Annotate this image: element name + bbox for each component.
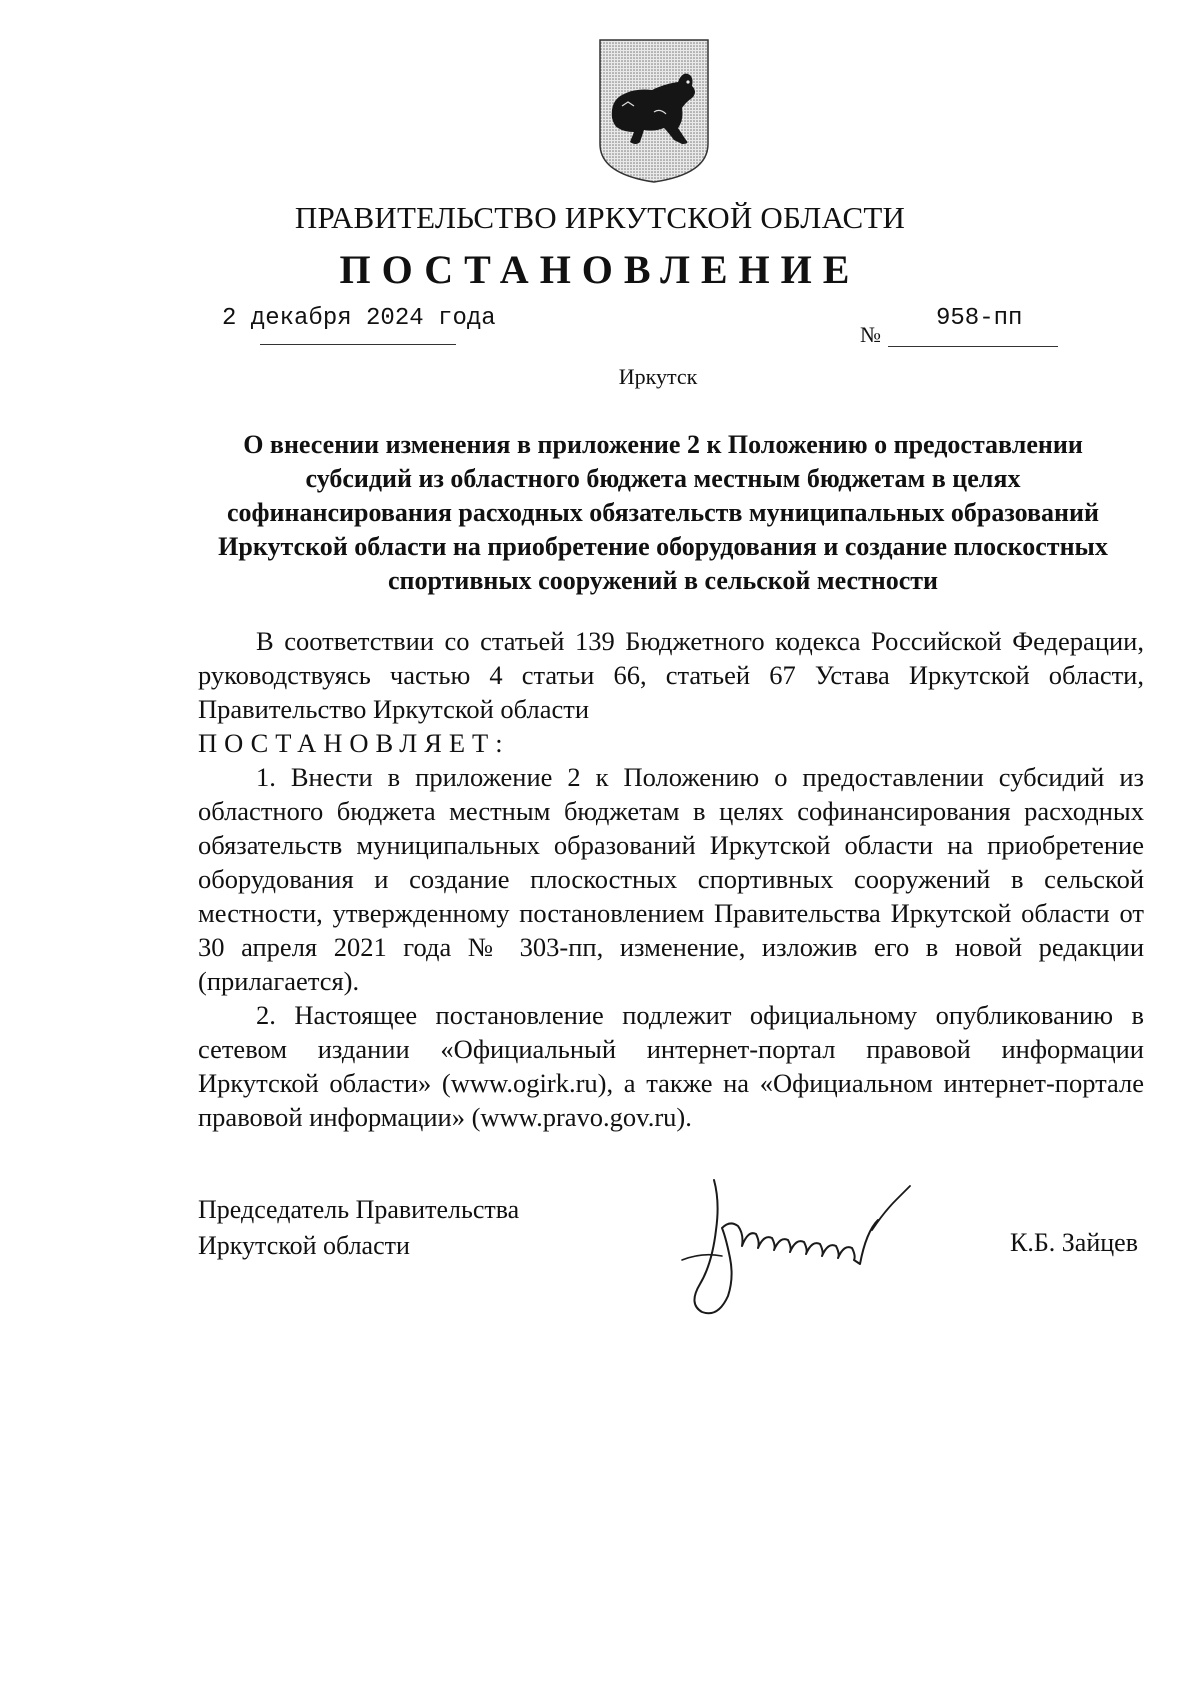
- organization-name: ПРАВИТЕЛЬСТВО ИРКУТСКОЙ ОБЛАСТИ: [294, 200, 906, 235]
- document-number: 958-пп: [936, 305, 1023, 332]
- document-date: 2 декабря 2024 года: [222, 305, 496, 332]
- signer-position: [198, 1192, 519, 1264]
- signer-name: К.Б. Зайцев: [1010, 1228, 1138, 1257]
- preamble-paragraph: В соответствии со статьей 139 Бюджетного кодекса Российской Федерации, руководствуясь частью 4 статьи 66, статьей 67 Устава Иркутской области, Правительство Иркутской области: [198, 626, 1144, 724]
- item-2-paragraph: 2. Настоящее постановление подлежит официальному опубликованию в сетевом издании «Официальный интернет-портал правовой информации Иркутской области» (www.ogirk.ru), а также на «Официальном интернет-портале правовой информации» (www.pravo.gov.ru).: [198, 1000, 1144, 1132]
- item-1-paragraph: 1. Внести в приложение 2 к Положению о предоставлении субсидий из областного бюджета местным бюджетам в целях софинансирования расходных обязательств муниципальных образований Иркутской области на приобретение оборудования и создание плоскостных спортивных сооружений в сельской местности, утвержденному постановлением Правительства Иркутской области от 30 апреля 2021 года № 303-пп, изменение, изложив его в новой редакции (прилагается).: [198, 762, 1144, 996]
- handwritten-signature: [672, 1172, 942, 1322]
- number-sign: №: [860, 322, 881, 347]
- document-city: Иркутск: [618, 364, 698, 389]
- coat-of-arms-icon: [594, 36, 714, 186]
- signer-position-line-2: Иркутской области: [198, 1231, 410, 1260]
- signer-position-line-1: Председатель Правительства: [198, 1195, 520, 1224]
- document-title: О внесении изменения в приложение 2 к Положению о предоставлении субсидий из областного бюджета местным бюджетам в целях софинансирования расходных обязательств муниципальных образований Иркутской области на приобретение оборудования и создание плоскостных спортивных сооружений в сельской местности: [218, 430, 1108, 595]
- number-underline: [888, 346, 1058, 347]
- date-underline: [260, 344, 456, 345]
- resolves-heading: ПОСТАНОВЛЯЕТ:: [198, 728, 510, 758]
- document-type: ПОСТАНОВЛЕНИЕ: [339, 247, 861, 292]
